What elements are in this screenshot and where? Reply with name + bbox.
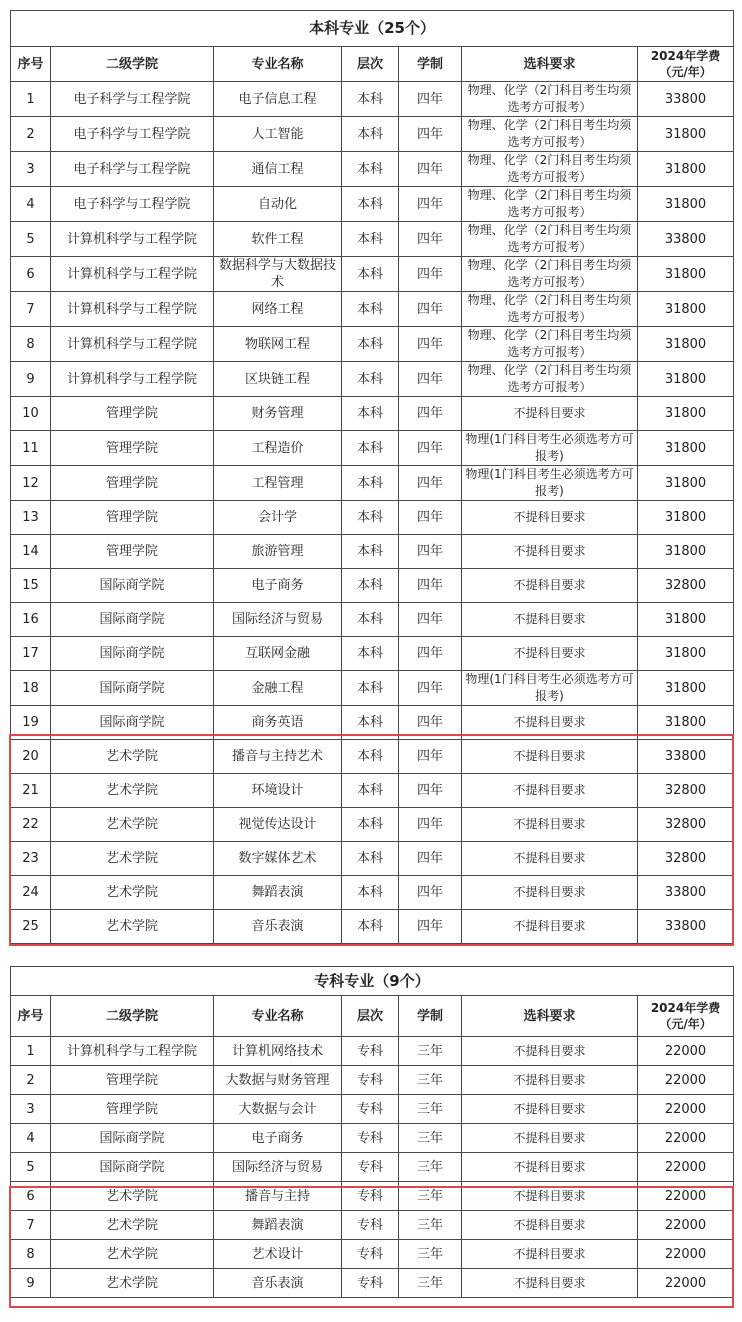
- cell-level: 专科: [342, 1269, 399, 1298]
- cell-fee: 31800: [638, 431, 734, 466]
- cell-fee: 31800: [638, 535, 734, 569]
- cell-years: 三年: [399, 1153, 462, 1182]
- undergrad-body: [11, 82, 734, 944]
- cell-level: 本科: [342, 397, 399, 431]
- cell-fee: 31800: [638, 257, 734, 292]
- cell-college: 管理学院: [51, 397, 214, 431]
- cell-requirement: 不提科目要求: [462, 740, 638, 774]
- cell-fee: 33800: [638, 740, 734, 774]
- cell-no: 15: [11, 569, 51, 603]
- cell-years: 三年: [399, 1066, 462, 1095]
- header-major: 专业名称: [214, 996, 342, 1037]
- cell-level: 本科: [342, 637, 399, 671]
- cell-major: 电子商务: [214, 1124, 342, 1153]
- cell-requirement: 不提科目要求: [462, 1037, 638, 1066]
- cell-fee: 22000: [638, 1182, 734, 1211]
- cell-level: 本科: [342, 431, 399, 466]
- cell-requirement: 不提科目要求: [462, 706, 638, 740]
- table-row: [11, 362, 734, 397]
- cell-requirement: 不提科目要求: [462, 569, 638, 603]
- cell-major: 数据科学与大数据技术: [214, 257, 342, 292]
- table-row: [11, 222, 734, 257]
- cell-fee: 31800: [638, 501, 734, 535]
- cell-college: 计算机科学与工程学院: [51, 257, 214, 292]
- cell-level: 专科: [342, 1211, 399, 1240]
- cell-no: 7: [11, 292, 51, 327]
- cell-no: 14: [11, 535, 51, 569]
- cell-no: 17: [11, 637, 51, 671]
- cell-college: 计算机科学与工程学院: [51, 1037, 214, 1066]
- cell-level: 本科: [342, 603, 399, 637]
- cell-level: 本科: [342, 187, 399, 222]
- cell-fee: 22000: [638, 1211, 734, 1240]
- table-row: [11, 706, 734, 740]
- cell-college: 艺术学院: [51, 1269, 214, 1298]
- cell-requirement: 物理(1门科目考生必须选考方可报考): [462, 466, 638, 501]
- cell-level: 本科: [342, 910, 399, 944]
- cell-college: 管理学院: [51, 535, 214, 569]
- header-requirement: 选科要求: [462, 47, 638, 82]
- cell-requirement: 物理、化学（2门科目考生均须选考方可报考）: [462, 292, 638, 327]
- cell-college: 电子科学与工程学院: [51, 187, 214, 222]
- cell-college: 艺术学院: [51, 1182, 214, 1211]
- cell-college: 电子科学与工程学院: [51, 117, 214, 152]
- cell-requirement: 不提科目要求: [462, 1095, 638, 1124]
- cell-college: 计算机科学与工程学院: [51, 292, 214, 327]
- cell-college: 艺术学院: [51, 910, 214, 944]
- table-row: [11, 1037, 734, 1066]
- cell-years: 三年: [399, 1211, 462, 1240]
- cell-major: 舞蹈表演: [214, 1211, 342, 1240]
- cell-fee: 22000: [638, 1066, 734, 1095]
- table-row: [11, 740, 734, 774]
- table-row: [11, 774, 734, 808]
- cell-major: 播音与主持: [214, 1182, 342, 1211]
- cell-level: 本科: [342, 362, 399, 397]
- cell-requirement: 物理、化学（2门科目考生均须选考方可报考）: [462, 222, 638, 257]
- table-row: [11, 1153, 734, 1182]
- table-row: [11, 1095, 734, 1124]
- table-row: [11, 1211, 734, 1240]
- cell-college: 电子科学与工程学院: [51, 82, 214, 117]
- cell-no: 6: [11, 257, 51, 292]
- cell-level: 本科: [342, 501, 399, 535]
- cell-major: 国际经济与贸易: [214, 1153, 342, 1182]
- cell-years: 三年: [399, 1095, 462, 1124]
- cell-level: 专科: [342, 1124, 399, 1153]
- cell-level: 专科: [342, 1240, 399, 1269]
- cell-requirement: 物理(1门科目考生必须选考方可报考): [462, 431, 638, 466]
- cell-no: 11: [11, 431, 51, 466]
- cell-fee: 33800: [638, 222, 734, 257]
- associate-body: [11, 1037, 734, 1298]
- cell-fee: 22000: [638, 1095, 734, 1124]
- cell-college: 管理学院: [51, 1095, 214, 1124]
- cell-major: 音乐表演: [214, 910, 342, 944]
- cell-level: 本科: [342, 327, 399, 362]
- cell-major: 艺术设计: [214, 1240, 342, 1269]
- cell-years: 四年: [399, 327, 462, 362]
- cell-no: 25: [11, 910, 51, 944]
- cell-college: 艺术学院: [51, 774, 214, 808]
- cell-requirement: 物理、化学（2门科目考生均须选考方可报考）: [462, 117, 638, 152]
- cell-fee: 32800: [638, 808, 734, 842]
- cell-fee: 31800: [638, 603, 734, 637]
- cell-requirement: 物理、化学（2门科目考生均须选考方可报考）: [462, 152, 638, 187]
- table-row: [11, 569, 734, 603]
- cell-years: 三年: [399, 1037, 462, 1066]
- cell-years: 四年: [399, 397, 462, 431]
- table-row: [11, 466, 734, 501]
- cell-level: 本科: [342, 569, 399, 603]
- cell-college: 管理学院: [51, 1066, 214, 1095]
- cell-level: 本科: [342, 740, 399, 774]
- cell-years: 四年: [399, 706, 462, 740]
- cell-fee: 31800: [638, 637, 734, 671]
- cell-level: 专科: [342, 1037, 399, 1066]
- cell-college: 国际商学院: [51, 603, 214, 637]
- cell-major: 视觉传达设计: [214, 808, 342, 842]
- cell-years: 四年: [399, 740, 462, 774]
- cell-years: 四年: [399, 431, 462, 466]
- cell-no: 1: [11, 82, 51, 117]
- table-row: [11, 187, 734, 222]
- header-no: 序号: [11, 996, 51, 1037]
- cell-years: 三年: [399, 1240, 462, 1269]
- cell-college: 艺术学院: [51, 1240, 214, 1269]
- header-fee: [638, 996, 734, 1037]
- undergrad-header-row: [11, 47, 734, 82]
- cell-major: 大数据与会计: [214, 1095, 342, 1124]
- cell-years: 四年: [399, 569, 462, 603]
- cell-college: 国际商学院: [51, 1153, 214, 1182]
- cell-major: 物联网工程: [214, 327, 342, 362]
- table-row: [11, 876, 734, 910]
- cell-years: 三年: [399, 1182, 462, 1211]
- cell-no: 9: [11, 1269, 51, 1298]
- cell-years: 三年: [399, 1269, 462, 1298]
- table-row: [11, 535, 734, 569]
- associate-header-row: [11, 996, 734, 1037]
- cell-requirement: 不提科目要求: [462, 1211, 638, 1240]
- cell-major: 财务管理: [214, 397, 342, 431]
- cell-college: 计算机科学与工程学院: [51, 327, 214, 362]
- cell-years: 四年: [399, 808, 462, 842]
- cell-college: 艺术学院: [51, 1211, 214, 1240]
- cell-fee: 32800: [638, 569, 734, 603]
- cell-fee: 22000: [638, 1269, 734, 1298]
- cell-college: 管理学院: [51, 431, 214, 466]
- cell-requirement: 不提科目要求: [462, 535, 638, 569]
- table-row: [11, 671, 734, 706]
- cell-requirement: 不提科目要求: [462, 501, 638, 535]
- table-row: [11, 1182, 734, 1211]
- associate-table: [10, 966, 734, 1298]
- cell-fee: 22000: [638, 1240, 734, 1269]
- cell-requirement: 物理、化学（2门科目考生均须选考方可报考）: [462, 82, 638, 117]
- cell-requirement: 不提科目要求: [462, 1240, 638, 1269]
- cell-level: 本科: [342, 808, 399, 842]
- header-requirement: 选科要求: [462, 996, 638, 1037]
- cell-years: 四年: [399, 187, 462, 222]
- cell-requirement: 物理、化学（2门科目考生均须选考方可报考）: [462, 327, 638, 362]
- cell-years: 四年: [399, 842, 462, 876]
- cell-fee: 31800: [638, 362, 734, 397]
- cell-fee: 31800: [638, 706, 734, 740]
- cell-no: 4: [11, 1124, 51, 1153]
- cell-major: 互联网金融: [214, 637, 342, 671]
- cell-requirement: 不提科目要求: [462, 842, 638, 876]
- cell-college: 国际商学院: [51, 706, 214, 740]
- table-row: [11, 603, 734, 637]
- cell-years: 四年: [399, 603, 462, 637]
- cell-no: 4: [11, 187, 51, 222]
- cell-level: 专科: [342, 1095, 399, 1124]
- cell-college: 管理学院: [51, 466, 214, 501]
- cell-major: 播音与主持艺术: [214, 740, 342, 774]
- cell-no: 24: [11, 876, 51, 910]
- cell-level: 本科: [342, 466, 399, 501]
- cell-no: 12: [11, 466, 51, 501]
- cell-level: 本科: [342, 842, 399, 876]
- header-level: 层次: [342, 996, 399, 1037]
- cell-years: 四年: [399, 362, 462, 397]
- cell-no: 13: [11, 501, 51, 535]
- cell-years: 四年: [399, 292, 462, 327]
- table-row: [11, 501, 734, 535]
- cell-requirement: 不提科目要求: [462, 1066, 638, 1095]
- cell-fee: 32800: [638, 774, 734, 808]
- cell-major: 电子商务: [214, 569, 342, 603]
- cell-years: 四年: [399, 910, 462, 944]
- cell-major: 软件工程: [214, 222, 342, 257]
- header-fee-line2: （元/年）: [659, 65, 712, 79]
- cell-no: 3: [11, 1095, 51, 1124]
- cell-no: 7: [11, 1211, 51, 1240]
- undergrad-table: [10, 10, 734, 944]
- cell-level: 本科: [342, 876, 399, 910]
- cell-fee: 33800: [638, 82, 734, 117]
- header-fee-line2: （元/年）: [659, 1017, 712, 1031]
- associate-title: 专科专业（9个）: [11, 967, 734, 996]
- cell-no: 3: [11, 152, 51, 187]
- cell-major: 大数据与财务管理: [214, 1066, 342, 1095]
- cell-fee: 32800: [638, 842, 734, 876]
- cell-requirement: 不提科目要求: [462, 808, 638, 842]
- cell-fee: 31800: [638, 117, 734, 152]
- cell-college: 艺术学院: [51, 808, 214, 842]
- table-row: [11, 808, 734, 842]
- header-years: 学制: [399, 996, 462, 1037]
- cell-fee: 31800: [638, 671, 734, 706]
- table-row: [11, 1240, 734, 1269]
- cell-fee: 31800: [638, 292, 734, 327]
- table-row: [11, 152, 734, 187]
- cell-college: 艺术学院: [51, 740, 214, 774]
- cell-college: 艺术学院: [51, 876, 214, 910]
- cell-years: 四年: [399, 535, 462, 569]
- cell-college: 艺术学院: [51, 842, 214, 876]
- table-row: [11, 1269, 734, 1298]
- cell-level: 本科: [342, 292, 399, 327]
- table-row: [11, 117, 734, 152]
- cell-years: 四年: [399, 876, 462, 910]
- cell-college: 电子科学与工程学院: [51, 152, 214, 187]
- cell-requirement: 物理、化学（2门科目考生均须选考方可报考）: [462, 187, 638, 222]
- cell-years: 四年: [399, 152, 462, 187]
- cell-fee: 22000: [638, 1153, 734, 1182]
- cell-fee: 22000: [638, 1037, 734, 1066]
- table-row: [11, 431, 734, 466]
- cell-level: 本科: [342, 222, 399, 257]
- cell-major: 舞蹈表演: [214, 876, 342, 910]
- table-row: [11, 637, 734, 671]
- header-years: 学制: [399, 47, 462, 82]
- cell-level: 本科: [342, 535, 399, 569]
- cell-no: 8: [11, 327, 51, 362]
- cell-requirement: 不提科目要求: [462, 637, 638, 671]
- cell-level: 本科: [342, 671, 399, 706]
- table-row: [11, 1066, 734, 1095]
- cell-major: 自动化: [214, 187, 342, 222]
- cell-major: 人工智能: [214, 117, 342, 152]
- cell-requirement: 不提科目要求: [462, 1124, 638, 1153]
- cell-major: 区块链工程: [214, 362, 342, 397]
- cell-requirement: 不提科目要求: [462, 397, 638, 431]
- cell-years: 四年: [399, 466, 462, 501]
- cell-no: 22: [11, 808, 51, 842]
- cell-years: 四年: [399, 501, 462, 535]
- header-major: 专业名称: [214, 47, 342, 82]
- cell-fee: 31800: [638, 187, 734, 222]
- cell-requirement: 物理、化学（2门科目考生均须选考方可报考）: [462, 257, 638, 292]
- header-fee-line1: 2024年学费: [650, 49, 721, 63]
- cell-college: 管理学院: [51, 501, 214, 535]
- cell-level: 专科: [342, 1153, 399, 1182]
- cell-no: 19: [11, 706, 51, 740]
- cell-years: 四年: [399, 82, 462, 117]
- cell-years: 四年: [399, 671, 462, 706]
- cell-level: 本科: [342, 706, 399, 740]
- cell-no: 6: [11, 1182, 51, 1211]
- cell-no: 20: [11, 740, 51, 774]
- cell-years: 四年: [399, 774, 462, 808]
- table-row: [11, 1124, 734, 1153]
- cell-no: 5: [11, 222, 51, 257]
- cell-no: 2: [11, 1066, 51, 1095]
- cell-requirement: 物理、化学（2门科目考生均须选考方可报考）: [462, 362, 638, 397]
- cell-no: 18: [11, 671, 51, 706]
- cell-college: 国际商学院: [51, 569, 214, 603]
- table-row: [11, 292, 734, 327]
- cell-requirement: 不提科目要求: [462, 876, 638, 910]
- cell-no: 23: [11, 842, 51, 876]
- cell-major: 工程管理: [214, 466, 342, 501]
- table-row: [11, 397, 734, 431]
- cell-fee: 31800: [638, 327, 734, 362]
- cell-fee: 31800: [638, 466, 734, 501]
- cell-major: 数字媒体艺术: [214, 842, 342, 876]
- cell-college: 计算机科学与工程学院: [51, 222, 214, 257]
- table-row: [11, 842, 734, 876]
- cell-fee: 33800: [638, 876, 734, 910]
- cell-no: 5: [11, 1153, 51, 1182]
- cell-level: 专科: [342, 1182, 399, 1211]
- header-no: 序号: [11, 47, 51, 82]
- cell-years: 四年: [399, 222, 462, 257]
- cell-level: 本科: [342, 82, 399, 117]
- header-fee-line1: 2024年学费: [650, 1001, 721, 1015]
- cell-years: 四年: [399, 117, 462, 152]
- cell-college: 国际商学院: [51, 671, 214, 706]
- cell-requirement: 不提科目要求: [462, 910, 638, 944]
- cell-no: 1: [11, 1037, 51, 1066]
- cell-college: 国际商学院: [51, 1124, 214, 1153]
- cell-level: 专科: [342, 1066, 399, 1095]
- cell-major: 金融工程: [214, 671, 342, 706]
- cell-major: 商务英语: [214, 706, 342, 740]
- cell-no: 9: [11, 362, 51, 397]
- cell-no: 21: [11, 774, 51, 808]
- cell-major: 环境设计: [214, 774, 342, 808]
- table-row: [11, 257, 734, 292]
- header-fee: [638, 47, 734, 82]
- cell-major: 工程造价: [214, 431, 342, 466]
- cell-requirement: 不提科目要求: [462, 1182, 638, 1211]
- cell-level: 本科: [342, 152, 399, 187]
- cell-major: 国际经济与贸易: [214, 603, 342, 637]
- cell-major: 音乐表演: [214, 1269, 342, 1298]
- cell-college: 计算机科学与工程学院: [51, 362, 214, 397]
- header-college: 二级学院: [51, 47, 214, 82]
- cell-fee: 22000: [638, 1124, 734, 1153]
- cell-level: 本科: [342, 117, 399, 152]
- cell-years: 四年: [399, 257, 462, 292]
- cell-requirement: 不提科目要求: [462, 1269, 638, 1298]
- cell-years: 三年: [399, 1124, 462, 1153]
- cell-level: 本科: [342, 774, 399, 808]
- cell-no: 16: [11, 603, 51, 637]
- cell-requirement: 不提科目要求: [462, 1153, 638, 1182]
- cell-major: 会计学: [214, 501, 342, 535]
- cell-major: 电子信息工程: [214, 82, 342, 117]
- cell-major: 网络工程: [214, 292, 342, 327]
- cell-major: 通信工程: [214, 152, 342, 187]
- cell-level: 本科: [342, 257, 399, 292]
- cell-no: 10: [11, 397, 51, 431]
- cell-fee: 31800: [638, 152, 734, 187]
- header-college: 二级学院: [51, 996, 214, 1037]
- cell-college: 国际商学院: [51, 637, 214, 671]
- table-row: [11, 910, 734, 944]
- cell-no: 2: [11, 117, 51, 152]
- cell-years: 四年: [399, 637, 462, 671]
- cell-major: 计算机网络技术: [214, 1037, 342, 1066]
- table-row: [11, 327, 734, 362]
- cell-requirement: 物理(1门科目考生必须选考方可报考): [462, 671, 638, 706]
- cell-requirement: 不提科目要求: [462, 603, 638, 637]
- cell-major: 旅游管理: [214, 535, 342, 569]
- cell-fee: 33800: [638, 910, 734, 944]
- cell-fee: 31800: [638, 397, 734, 431]
- header-level: 层次: [342, 47, 399, 82]
- undergrad-title: 本科专业（25个）: [11, 11, 734, 47]
- cell-no: 8: [11, 1240, 51, 1269]
- table-row: [11, 82, 734, 117]
- cell-requirement: 不提科目要求: [462, 774, 638, 808]
